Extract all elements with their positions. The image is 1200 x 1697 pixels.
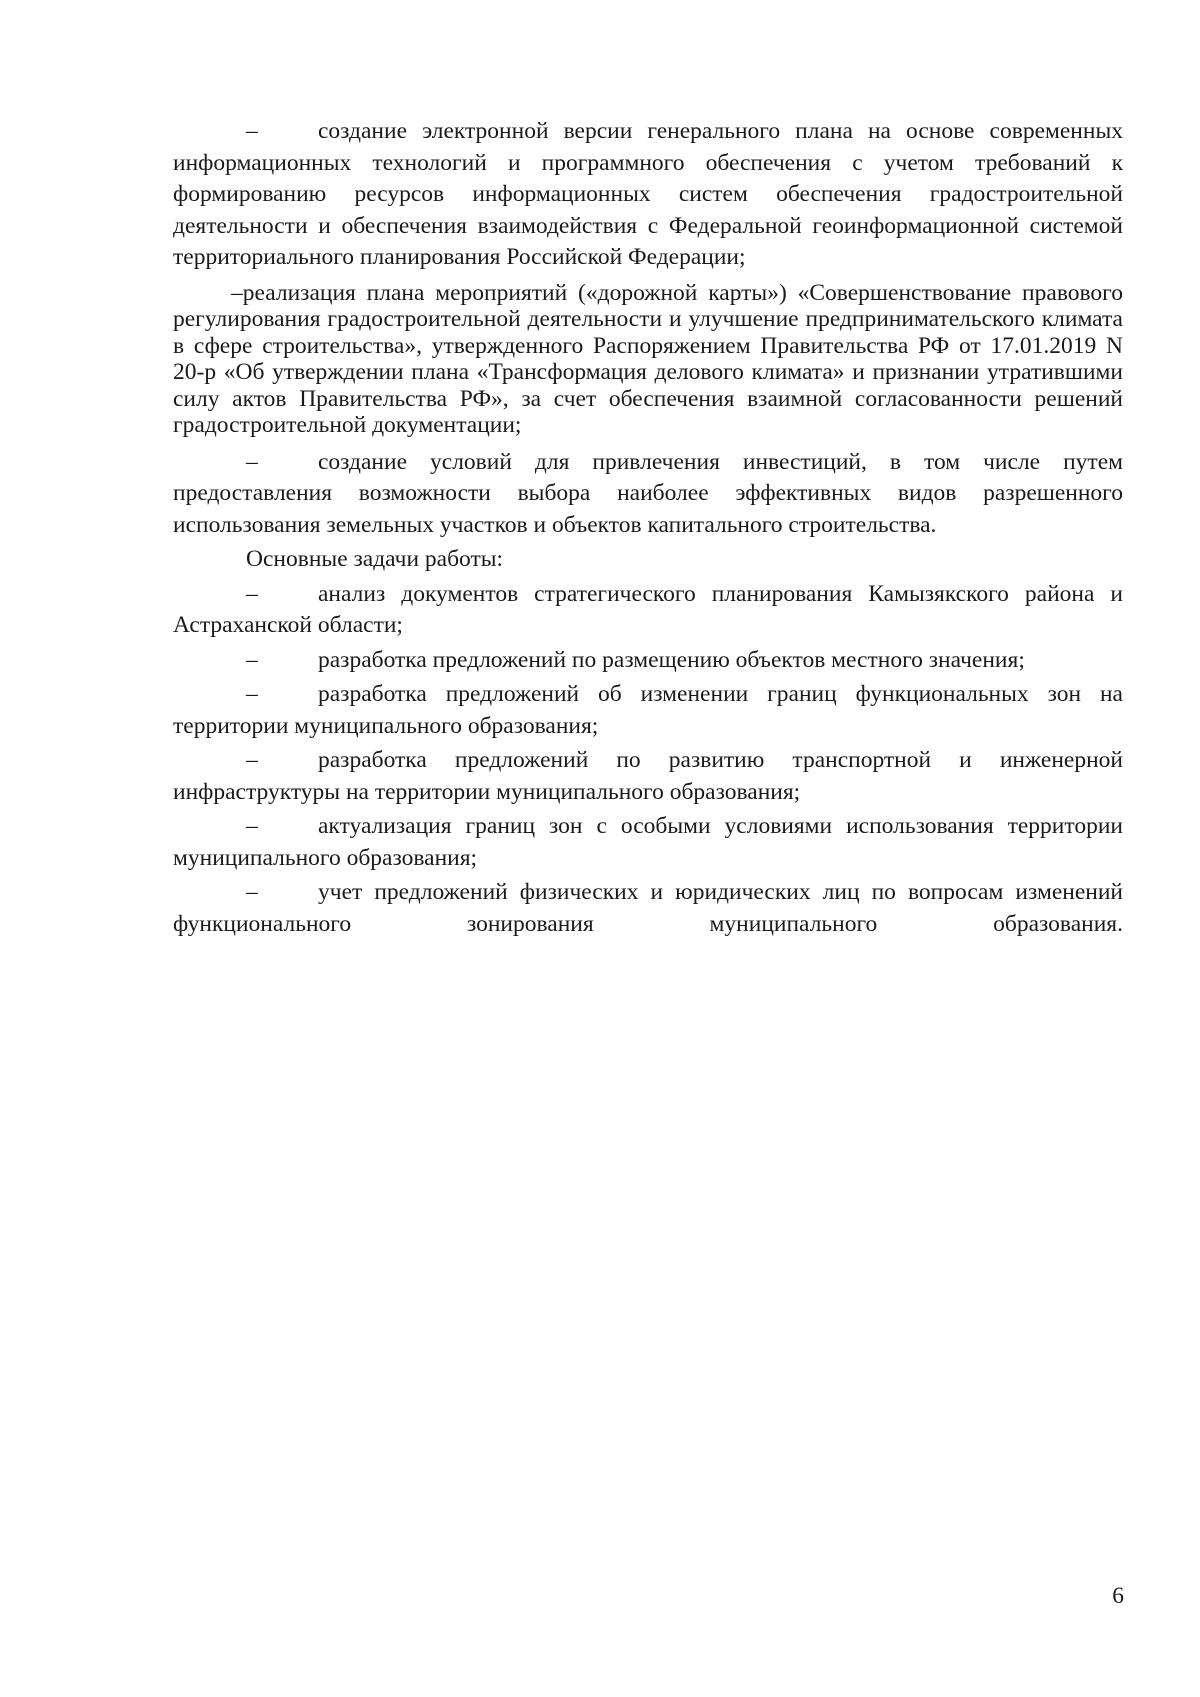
dash-marker: –: [246, 580, 258, 607]
dash-marker: –: [246, 813, 258, 839]
tasks-heading: Основные задачи работы:: [246, 546, 504, 572]
page-number: 6: [1112, 1583, 1124, 1609]
task-text-2: разработка предложений по размещению объектов местного значения;: [318, 646, 1025, 673]
dash-marker: –: [246, 448, 258, 475]
dash-marker: –: [246, 879, 258, 905]
dash-marker: –: [246, 747, 258, 773]
task-item-1: [173, 579, 1123, 642]
task-item-2: [173, 645, 1123, 677]
task-item-3: [173, 679, 1123, 742]
goal-text-2: реализация плана мероприятий («дорожной карты») «Совершенствование правового регулирования градостроительной деятельности и улучшение предпринимательского климата в сфере строительства», утвержденного Распоряжением Правительства РФ от 17.01.2019 N 20-р «Об утверждении плана «Трансформация делового климата» и признании утратившими силу актов Правительства РФ», за счет обеспечения взаимной согласованности решений градостроительной документации;: [173, 279, 1123, 438]
goal-paragraph-1: [173, 116, 1123, 274]
goal-paragraph-3: [173, 447, 1123, 542]
goal-text-3: создание условий для привлечения инвестиций, в том числе путем предоставления возможности выбора наиболее эффективных видов разрешенного использования земельных участков и объектов капитального строительства.: [173, 448, 1123, 538]
task-text-3: разработка предложений об изменении границ функциональных зон на территории муниципального образования;: [173, 681, 1123, 739]
document-body: [173, 116, 1123, 943]
dash-marker: –: [246, 681, 258, 707]
task-text-5: актуализация границ зон с особыми условиями использования территории муниципального образования;: [173, 813, 1123, 871]
task-text-6: учет предложений физических и юридических лиц по вопросам изменений функционального зонирования муниципального образования.: [173, 879, 1123, 937]
goal-paragraph-2: [173, 280, 1123, 439]
task-item-5: [173, 811, 1123, 874]
task-item-4: [173, 745, 1123, 808]
task-text-1: анализ документов стратегического планирования Камызякского района и Астраханской области;: [173, 580, 1123, 638]
task-text-4: разработка предложений по развитию транспортной и инженерной инфраструктуры на территории муниципального образования;: [173, 747, 1123, 805]
goal-text-1: создание электронной версии генерального плана на основе современных информационных технологий и программного обеспечения с учетом требований к формированию ресурсов информационных систем обеспечения градостроительной деятельности и обеспечения взаимодействия с Федеральной геоинформационной системой территориального планирования Российской Федерации;: [173, 118, 1123, 270]
dash-marker: –: [231, 279, 243, 306]
task-item-6: [173, 877, 1123, 940]
dash-marker: –: [246, 118, 258, 144]
dash-marker: –: [246, 646, 258, 673]
